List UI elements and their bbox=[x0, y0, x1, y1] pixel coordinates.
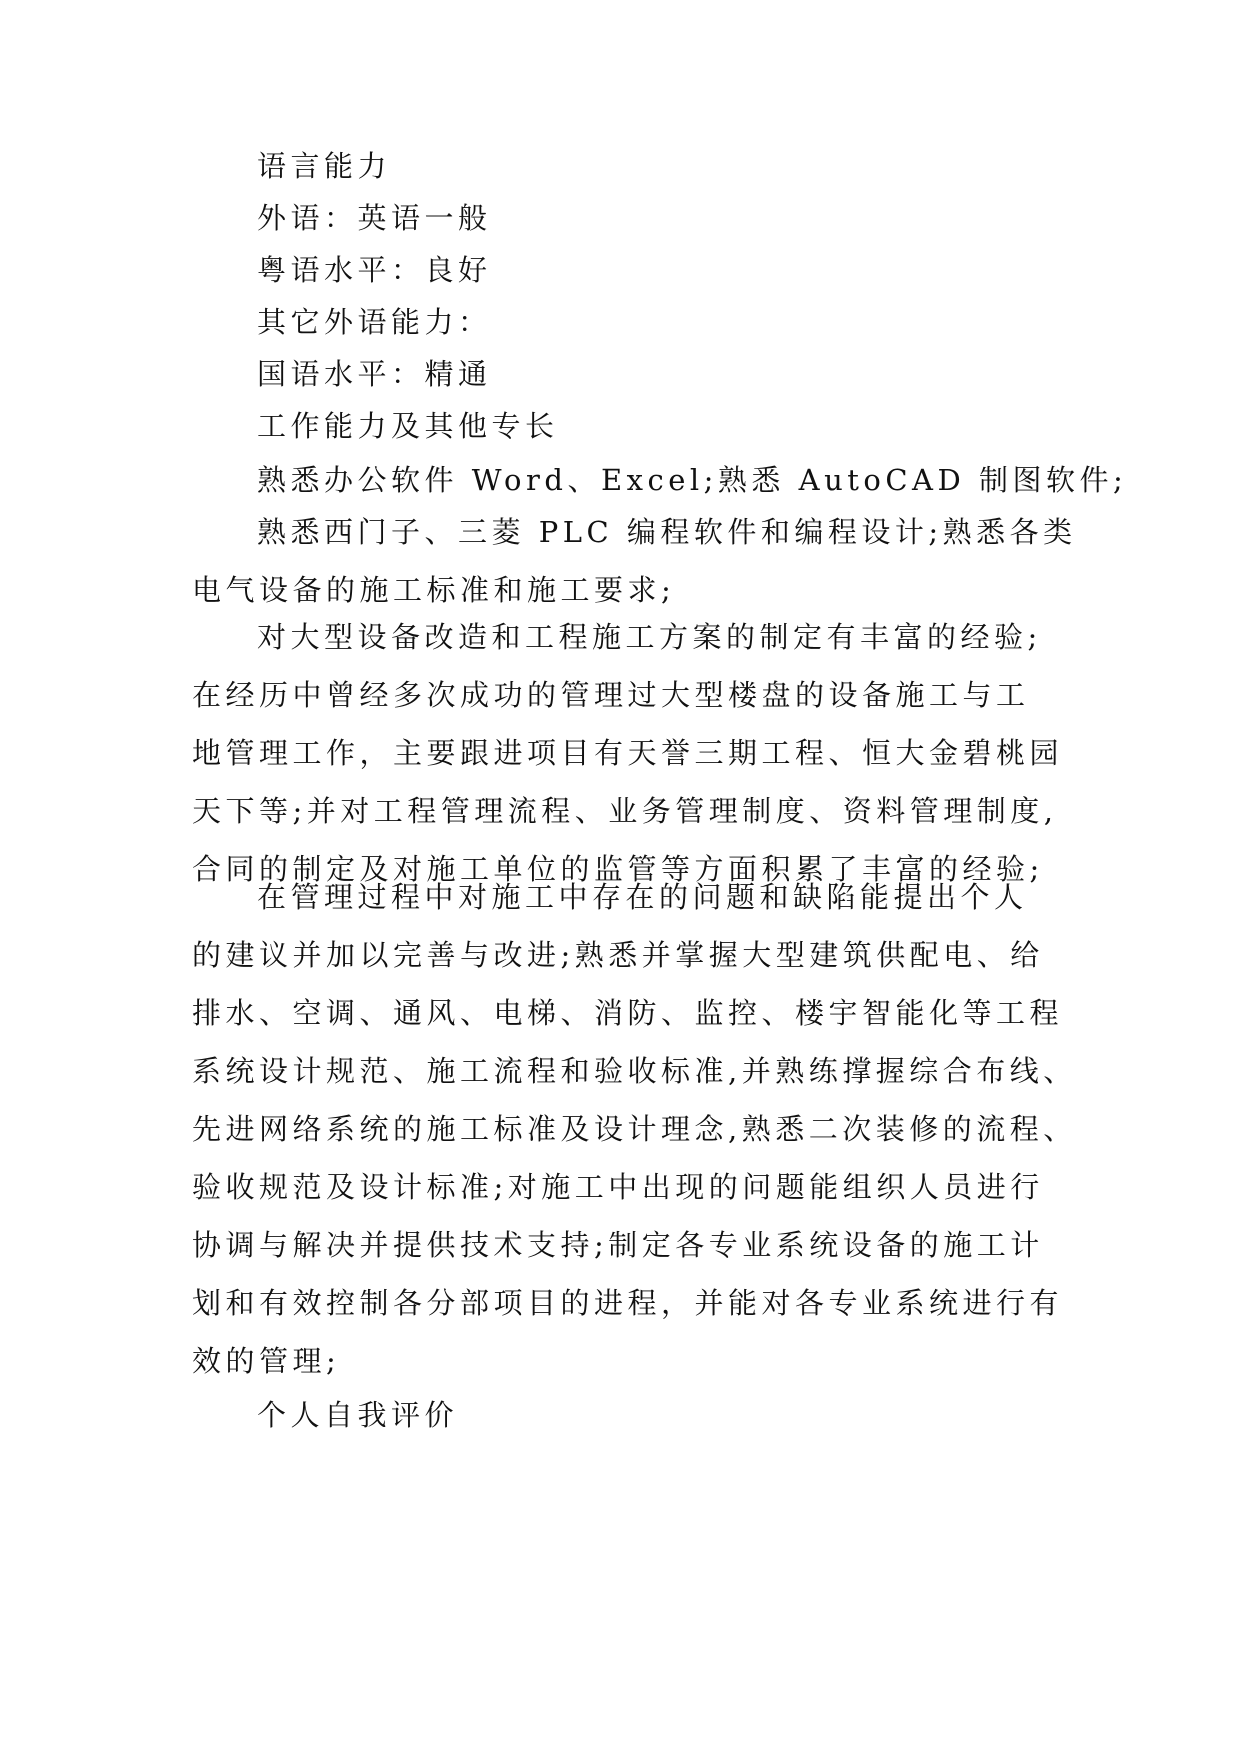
paragraph-line: 对大型设备改造和工程施工方案的制定有丰富的经验; bbox=[257, 620, 1042, 654]
paragraph-line: 的建议并加以完善与改进;熟悉并掌握大型建筑供配电、给 bbox=[192, 938, 1044, 972]
management-paragraph bbox=[192, 868, 1077, 1390]
other-language-line: 其它外语能力： bbox=[257, 305, 492, 339]
cantonese-level-line: 粤语水平：良好 bbox=[257, 253, 492, 287]
paragraph-line: 地管理工作，主要跟进项目有天誉三期工程、恒大金碧桃园 bbox=[192, 736, 1064, 770]
paragraph-line: 合同的制定及对施工单位的监管等方面积累了丰富的经验; bbox=[192, 852, 1044, 886]
paragraph-line: 天下等;并对工程管理流程、业务管理制度、资料管理制度, bbox=[192, 794, 1058, 828]
plc-skills-paragraph bbox=[192, 503, 1077, 619]
paragraph-line: 划和有效控制各分部项目的进程，并能对各专业系统进行有 bbox=[192, 1286, 1064, 1320]
paragraph-line: 电气设备的施工标准和施工要求; bbox=[192, 573, 676, 607]
paragraph-line: 在经历中曾经多次成功的管理过大型楼盘的设备施工与工 bbox=[192, 678, 1030, 712]
paragraph-line: 先进网络系统的施工标准及设计理念,熟悉二次装修的流程、 bbox=[192, 1112, 1077, 1146]
paragraph-line: 协调与解决并提供技术支持;制定各专业系统设备的施工计 bbox=[192, 1228, 1044, 1262]
paragraph-line: 在管理过程中对施工中存在的问题和缺陷能提出个人 bbox=[257, 880, 1028, 914]
paragraph-line: 排水、空调、通风、电梯、消防、监控、楼宇智能化等工程 bbox=[192, 996, 1064, 1030]
software-skills-line: 熟悉办公软件 Word、Excel;熟悉 AutoCAD 制图软件; bbox=[257, 463, 1128, 497]
foreign-language-line: 外语：英语一般 bbox=[257, 201, 492, 235]
heading-self-evaluation: 个人自我评价 bbox=[257, 1398, 459, 1432]
mandarin-level-line: 国语水平：精通 bbox=[257, 357, 492, 391]
paragraph-line: 验收规范及设计标准;对施工中出现的问题能组织人员进行 bbox=[192, 1170, 1044, 1204]
paragraph-line: 熟悉西门子、三菱 PLC 编程软件和编程设计;熟悉各类 bbox=[257, 515, 1077, 549]
paragraph-line: 效的管理; bbox=[192, 1344, 341, 1378]
paragraph-line: 系统设计规范、施工流程和验收标准,并熟练撑握综合布线、 bbox=[192, 1054, 1077, 1088]
heading-work-ability: 工作能力及其他专长 bbox=[257, 409, 559, 443]
heading-language-ability: 语言能力 bbox=[257, 149, 392, 183]
experience-paragraph bbox=[192, 608, 1064, 898]
